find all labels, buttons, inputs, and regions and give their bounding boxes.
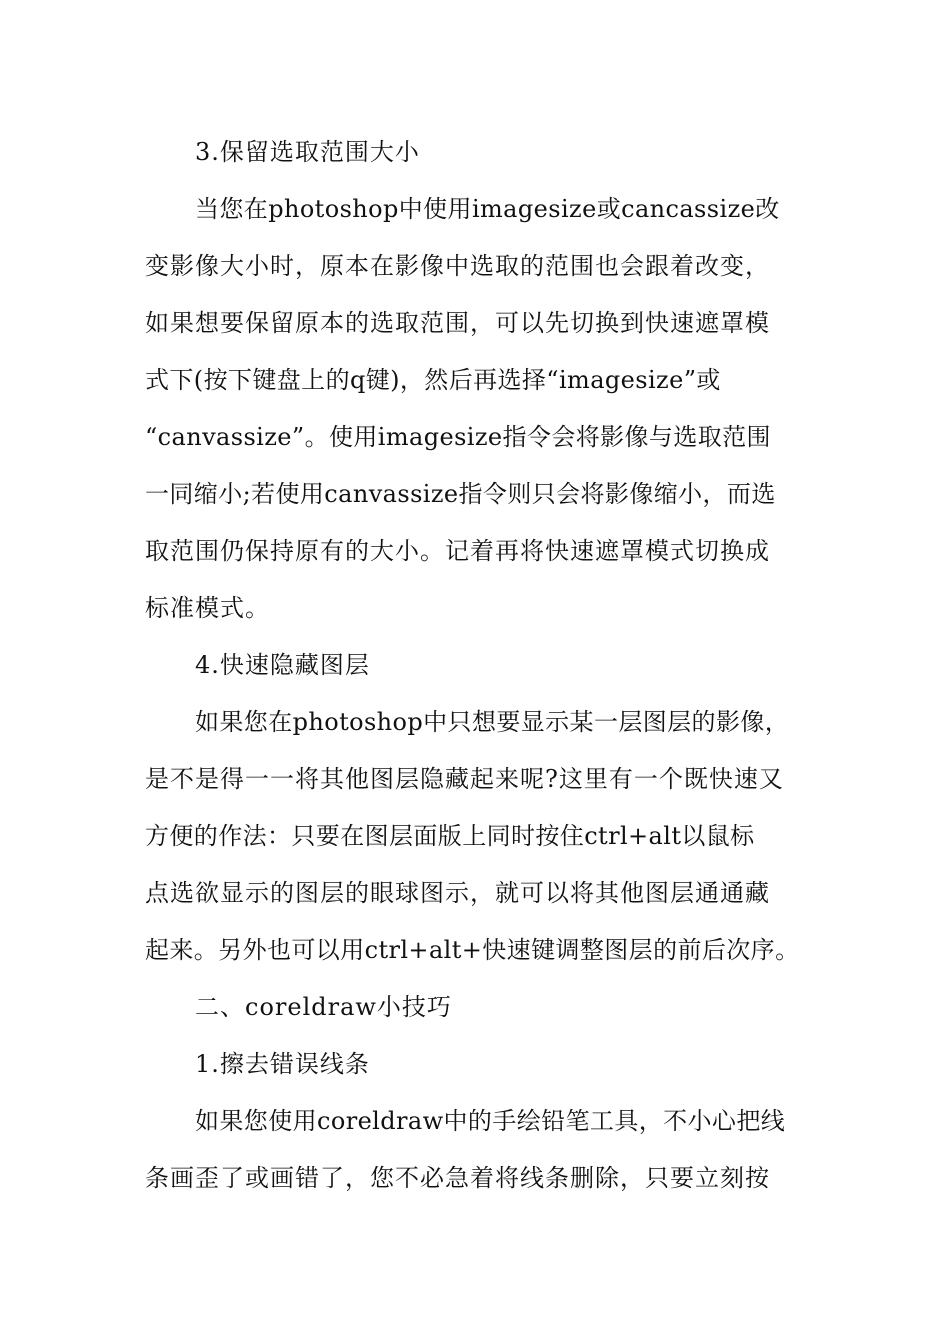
document-body xyxy=(145,130,813,1213)
chapter-heading-coreldraw: 二、coreldraw小技巧 xyxy=(195,993,452,1021)
paragraph-line: 方便的作法：只要在图层面版上同时按住ctrl+alt以鼠标 xyxy=(145,822,755,850)
paragraph-line: 变影像大小时，原本在影像中选取的范围也会跟着改变， xyxy=(145,252,770,280)
paragraph-line: 如果想要保留原本的选取范围，可以先切换到快速遮罩模 xyxy=(145,309,770,337)
paragraph-line: 式下(按下键盘上的q键)，然后再选择“imagesize”或 xyxy=(145,366,721,394)
paragraph-line: 标准模式。 xyxy=(145,594,270,622)
paragraph-line: 一同缩小;若使用canvassize指令则只会将影像缩小，而选 xyxy=(145,480,776,508)
paragraph-line: 如果您使用coreldraw中的手绘铅笔工具，不小心把线 xyxy=(195,1107,786,1135)
paragraph-line: 是不是得一一将其他图层隐藏起来呢?这里有一个既快速又 xyxy=(145,765,784,793)
paragraph-line: 起来。另外也可以用ctrl+alt+快速键调整图层的前后次序。 xyxy=(145,936,800,964)
paragraph-line: 点选欲显示的图层的眼球图示，就可以将其他图层通通藏 xyxy=(145,879,770,907)
section-heading-hide-layers: 4.快速隐藏图层 xyxy=(195,651,370,679)
section-heading-erase-lines: 1.擦去错误线条 xyxy=(195,1050,370,1078)
section-heading-keep-selection: 3.保留选取范围大小 xyxy=(195,138,420,166)
paragraph-line: 如果您在photoshop中只想要显示某一层图层的影像， xyxy=(195,708,790,736)
paragraph-line: 当您在photoshop中使用imagesize或cancassize改 xyxy=(195,195,780,223)
paragraph-line: 取范围仍保持原有的大小。记着再将快速遮罩模式切换成 xyxy=(145,537,770,565)
paragraph-line: 条画歪了或画错了，您不必急着将线条删除，只要立刻按 xyxy=(145,1164,770,1192)
paragraph-line: “canvassize”。使用imagesize指令会将影像与选取范围 xyxy=(145,423,771,451)
